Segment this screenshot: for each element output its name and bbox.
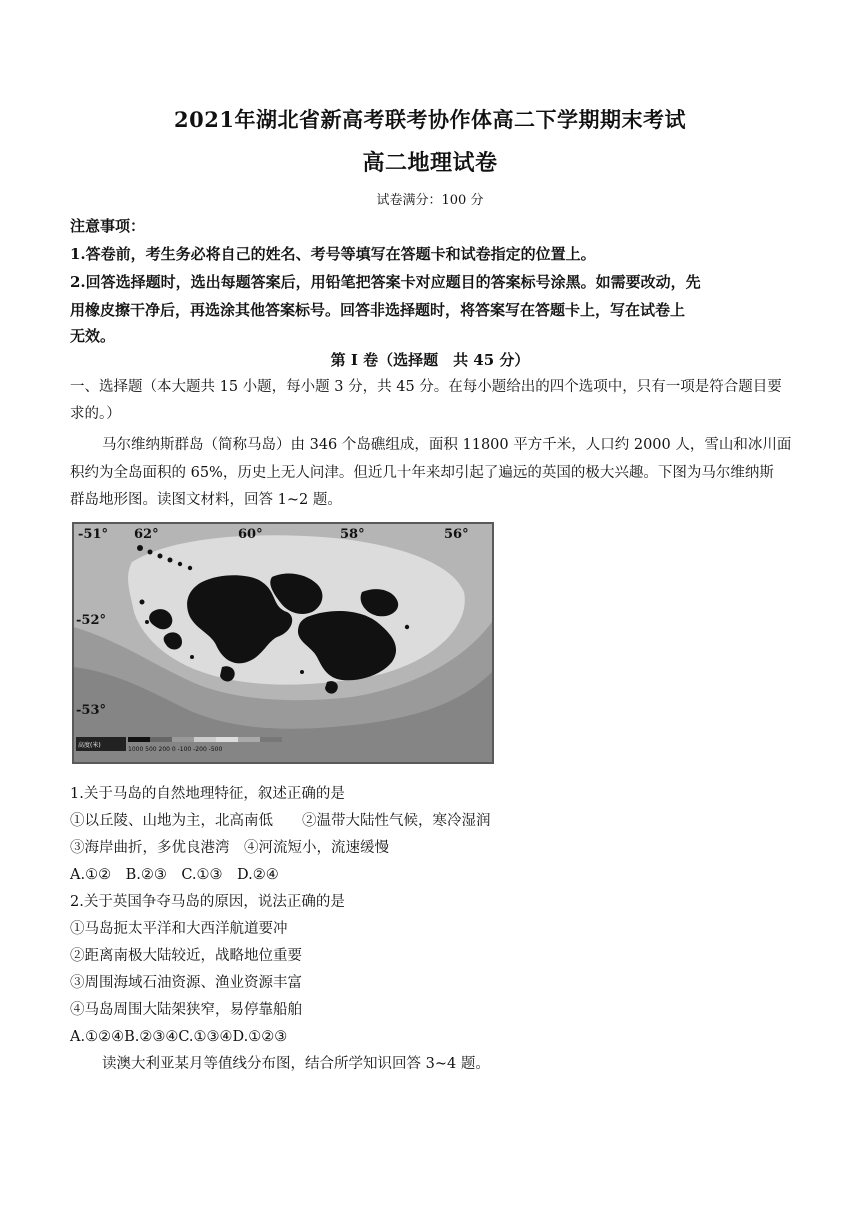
next-passage-intro: 读澳大利亚某月等值线分布图，结合所学知识回答 3~4 题。 (102, 1056, 490, 1072)
section-instructions-line-2: 求的。） (70, 406, 121, 422)
exam-title: 2021年湖北省新高考联考协作体高二下学期期末考试 (174, 107, 686, 132)
question-2-answers: A.①②④B.②③④C.①③④D.①②③ (70, 1029, 288, 1045)
lat-label-0: -52° (76, 613, 106, 628)
question-2-option-3: ③周围海域石油资源、渔业资源丰富 (70, 975, 302, 991)
question-2-option-1: ①马岛扼太平洋和大西洋航道要冲 (70, 921, 288, 937)
lon-label-3: 58° (340, 527, 365, 542)
question-2-option-2: ②距离南极大陆较近，战略地位重要 (70, 948, 302, 964)
question-1-answers: A.①② B.②③ C.①③ D.②④ (70, 867, 279, 883)
lon-label-2: 60° (238, 527, 263, 542)
lon-label-4: 56° (444, 527, 469, 542)
exam-subtitle: 高二地理试卷 (362, 150, 498, 176)
notes-heading: 注意事项： (70, 217, 146, 235)
note-item-2-line-2: 用橡皮擦干净后，再选涂其他答案标号。回答非选择题时，将答案写在答题卡上，写在试卷上 (70, 301, 686, 319)
passage-line-3: 群岛地形图。读图文材料，回答 1~2 题。 (70, 492, 342, 508)
note-item-2-line-1: 2.回答选择题时，选出每题答案后，用铅笔把答案卡对应题目的答案标号涂黑。如需要改动，先 (70, 273, 701, 291)
note-item-2-line-3: 无效。 (70, 327, 116, 345)
passage-line-1: 马尔维纳斯群岛（简称马岛）由 346 个岛礁组成，面积 11800 平方千米，人口约 2000 人，雪山和冰川面 (102, 437, 792, 453)
note-item-1: 1.答卷前，考生务必将自己的姓名、考号等填写在答题卡和试卷指定的位置上。 (70, 245, 596, 263)
question-2-stem: 2.关于英国争夺马岛的原因，说法正确的是 (70, 894, 345, 910)
legend-values: 1000 500 200 0 -100 -200 -500 (128, 746, 223, 753)
question-2-option-4: ④马岛周围大陆架狭窄，易停靠船舶 (70, 1002, 302, 1018)
full-score: 试卷满分：100 分 (376, 193, 484, 208)
question-1-options-line-1: ①以丘陵、山地为主，北高南低 ②温带大陆性气候，寒冷湿润 (70, 813, 491, 829)
section-instructions-line-1: 一、选择题（本大题共 15 小题，每小题 3 分，共 45 分。在每小题给出的四个选项中，只有一项是符合题目要 (70, 379, 782, 395)
passage-line-2: 积约为全岛面积的 65%，历史上无人问津。但近几十年来却引起了遍远的英国的极大兴趣。下图为马尔维纳斯 (70, 465, 774, 481)
question-1-options-line-2: ③海岸曲折，多优良港湾 ④河流短小，流速缓慢 (70, 840, 389, 856)
lat-label-1: -53° (76, 703, 106, 718)
legend-title: 高度(米) (78, 742, 101, 749)
lon-label-0: -51° (78, 527, 108, 542)
lon-label-1: 62° (134, 527, 159, 542)
section-title: 第 I 卷（选择题 共 45 分） (330, 351, 530, 369)
falkland-islands-terrain-map (72, 522, 494, 764)
question-1-stem: 1.关于马岛的自然地理特征，叙述正确的是 (70, 786, 345, 802)
